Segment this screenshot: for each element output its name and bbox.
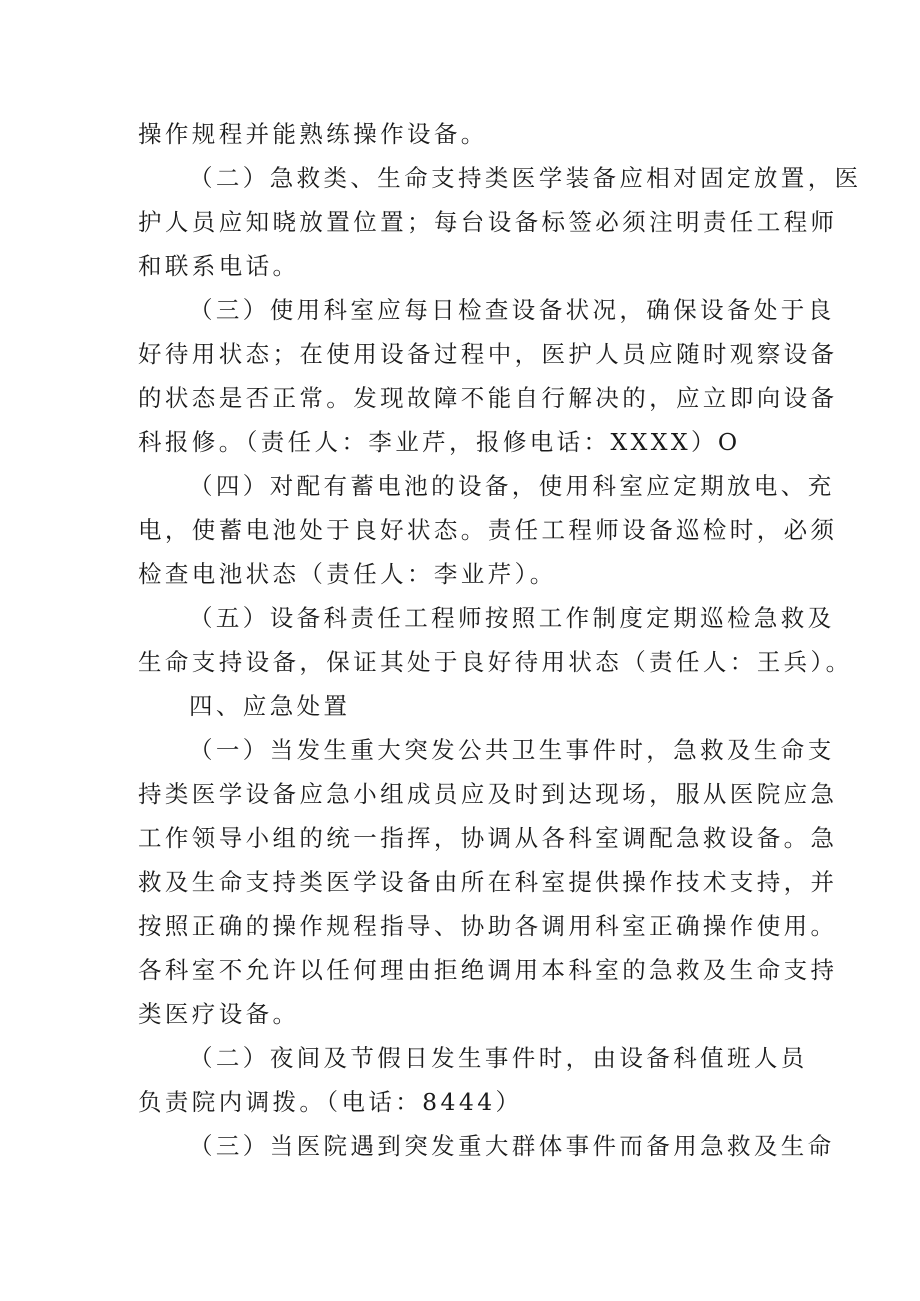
body-line: 各科室不允许以任何理由拒绝调用本科室的急救及生命支持 xyxy=(138,956,838,984)
body-line: 持类医学设备应急小组成员应及时到达现场，服从医院应急 xyxy=(138,780,838,808)
body-line: 工作领导小组的统一指挥，协调从各科室调配急救设备。急 xyxy=(138,824,838,852)
body-line: 好待用状态；在使用设备过程中，医护人员应随时观察设备 xyxy=(138,340,838,368)
paragraph-start-line: （四）对配有蓄电池的设备，使用科室应定期放电、充 xyxy=(189,472,835,500)
section-heading: 四、应急处置 xyxy=(189,692,351,720)
paragraph-start-line: （五）设备科责任工程师按照工作制度定期巡检急救及 xyxy=(189,604,835,632)
body-line: 电，使蓄电池处于良好状态。责任工程师设备巡检时，必须 xyxy=(138,516,838,544)
body-line: 按照正确的操作规程指导、协助各调用科室正确操作使用。 xyxy=(138,912,838,940)
paragraph-start-line: （三）使用科室应每日检查设备状况，确保设备处于良 xyxy=(189,296,835,324)
paragraph-start-line: （二）急救类、生命支持类医学装备应相对固定放置，医 xyxy=(189,164,862,192)
body-line: 类医疗设备。 xyxy=(138,1000,300,1028)
body-line: 护人员应知晓放置位置；每台设备标签必须注明责任工程师 xyxy=(138,208,838,236)
body-line: 救及生命支持类医学设备由所在科室提供操作技术支持，并 xyxy=(138,868,838,896)
paragraph-start-line: （二）夜间及节假日发生事件时，由设备科值班人员 xyxy=(189,1044,808,1072)
paragraph-start-line: （三）当医院遇到突发重大群体事件而备用急救及生命 xyxy=(189,1132,835,1160)
body-line: 和联系电话。 xyxy=(138,252,300,280)
body-line: 检查电池状态（责任人：李业芹）。 xyxy=(138,560,557,588)
body-line: 科报修。（责任人：李业芹，报修电话：XXXX）O xyxy=(138,428,741,456)
body-line: 的状态是否正常。发现故障不能自行解决的，应立即向设备 xyxy=(138,384,838,412)
body-line: 负责院内调拨。（电话：8444） xyxy=(138,1088,523,1116)
body-line: 生命支持设备，保证其处于良好待用状态（责任人：王兵）。 xyxy=(138,648,853,676)
paragraph-start-line: （一）当发生重大突发公共卫生事件时，急救及生命支 xyxy=(189,736,835,764)
body-line: 操作规程并能熟练操作设备。 xyxy=(138,120,488,148)
